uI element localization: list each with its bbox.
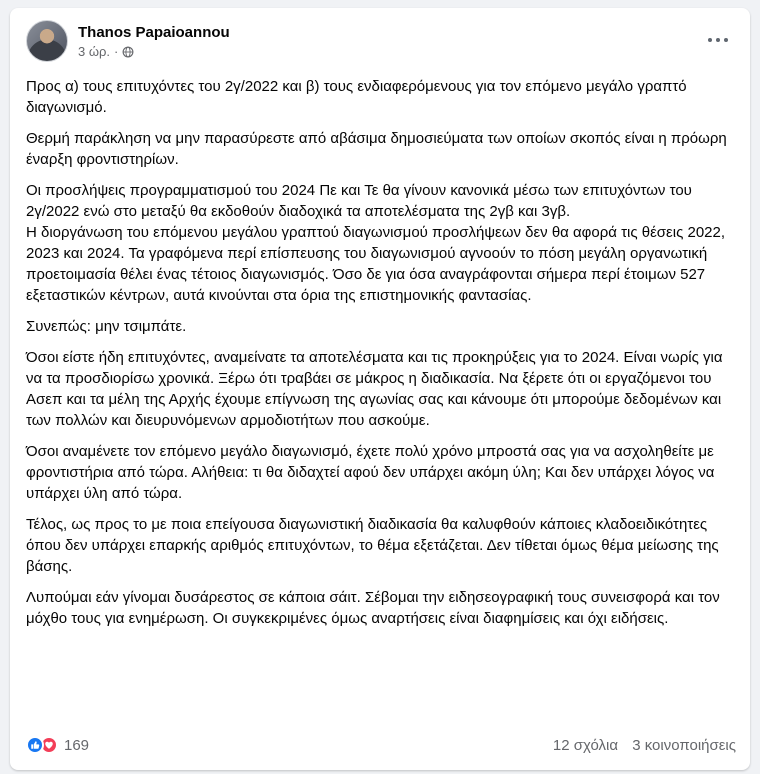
more-options-icon[interactable]	[700, 30, 736, 50]
dot-icon	[716, 38, 720, 42]
post-card	[10, 8, 750, 770]
paragraph: Θερμή παράκληση να μην παρασύρεστε από αβάσιμα δημοσιεύματα των οποίων σκοπός είναι η πρόωρη έναρξη φροντιστηρίων.	[26, 130, 727, 168]
dot-icon	[724, 38, 728, 42]
paragraph: Οι προσλήψεις προγραμματισμού του 2024 Πε και Τε θα γίνουν κανονικά μέσω των επιτυχόντων του 2γ/2022 ενώ στο μεταξύ θα εκδοθούν διαδοχικά τα αποτελέσματα της 2γβ και 3γβ.	[26, 182, 692, 220]
paragraph: Λυπούμαι εάν γίνομαι δυσάρεστος σε κάποια σάιτ. Σέβομαι την ειδησεογραφική τους συνεισφορά και τον μόχθο τους για ενημέρωση. Οι συγκεκριμένες όμως αναρτήσεις είναι διαφημίσεις και όχι ειδήσεις.	[26, 589, 720, 627]
paragraph: Η διοργάνωση του επόμενου μεγάλου γραπτού διαγωνισμού προσλήψεων δεν θα αφορά τις θέσεις 2022, 2023 και 2024. Τα γραφόμενα περί επίσπευσης του διαγωνισμού αγνοούν το πόση μεγάλη οργανωτική προετοιμασία θέλει ένας τέτοιος διαγωνισμός. Όσο δε για όσα αναγράφονται σήμερα περί έτοιμων 527 εξεταστικών κέντρων, αυτά κινούνται στα όρια της επιστημονικής φαντασίας.	[26, 224, 726, 304]
reactions-summary[interactable]	[26, 736, 89, 754]
post-stats	[543, 737, 736, 754]
post-body	[26, 76, 738, 639]
post-meta	[78, 23, 230, 59]
dot-icon	[708, 38, 712, 42]
post-footer	[26, 734, 736, 756]
paragraph: Όσοι είστε ήδη επιτυχόντες, αναμείνατε τα αποτελέσματα και τις προκηρύξεις για το 2024. Είναι νωρίς για να τα προσδιορίσω χρονικά. Ξέρω ότι τραβάει σε μάκρος η διαδικασία. Να ξέρετε ότι οι εργαζόμενοι του Ασεπ και τα μέλη της Αρχής έχουμε επίγνωση της αγωνίας σας και κάνουμε ότι μπορούμε δεδομένων και των πολλών και διευρυνόμενων αρμοδιοτήτων που ασκούμε.	[26, 349, 723, 429]
paragraph: Συνεπώς: μην τσιμπάτε.	[26, 318, 187, 335]
author-name[interactable]: Thanos Papaioannou	[78, 24, 230, 41]
post-subline	[78, 44, 230, 59]
avatar[interactable]	[26, 20, 68, 62]
like-icon	[26, 736, 44, 754]
comments-link[interactable]: 12 σχόλια	[552, 736, 619, 754]
post-time[interactable]: 3 ώρ.	[78, 44, 110, 59]
paragraph: Όσοι αναμένετε τον επόμενο μεγάλο διαγωνισμό, έχετε πολύ χρόνο μπροστά σας για να ασχοληθείτε με φροντιστήρια από τώρα. Αλήθεια: τι θα διδαχτεί αφού δεν υπάρχει ακόμη ύλη; Και δεν υπάρχει λόγος να υπάρχει ύλη από τώρα.	[26, 443, 715, 502]
paragraph: Τέλος, ως προς το με ποια επείγουσα διαγωνιστική διαδικασία θα καλυφθούν κάποιες κλαδοειδικότητες όπου δεν υπάρχει επαρκής αριθμός επιτυχόντων, το θέμα εξετάζεται. Δεν τίθεται όμως θέμα μείωσης της βάσης.	[26, 516, 719, 575]
shares-link[interactable]: 3 κοινοποιήσεις	[632, 736, 736, 754]
reaction-count: 169	[64, 736, 90, 754]
globe-icon[interactable]	[122, 46, 134, 58]
paragraph: Προς α) τους επιτυχόντες του 2γ/2022 και β) τους ενδιαφερόμενους για τον επόμενο μεγάλο γραπτό διαγωνισμό.	[26, 78, 687, 116]
post-header	[26, 20, 230, 62]
separator-dot: ·	[114, 44, 119, 59]
